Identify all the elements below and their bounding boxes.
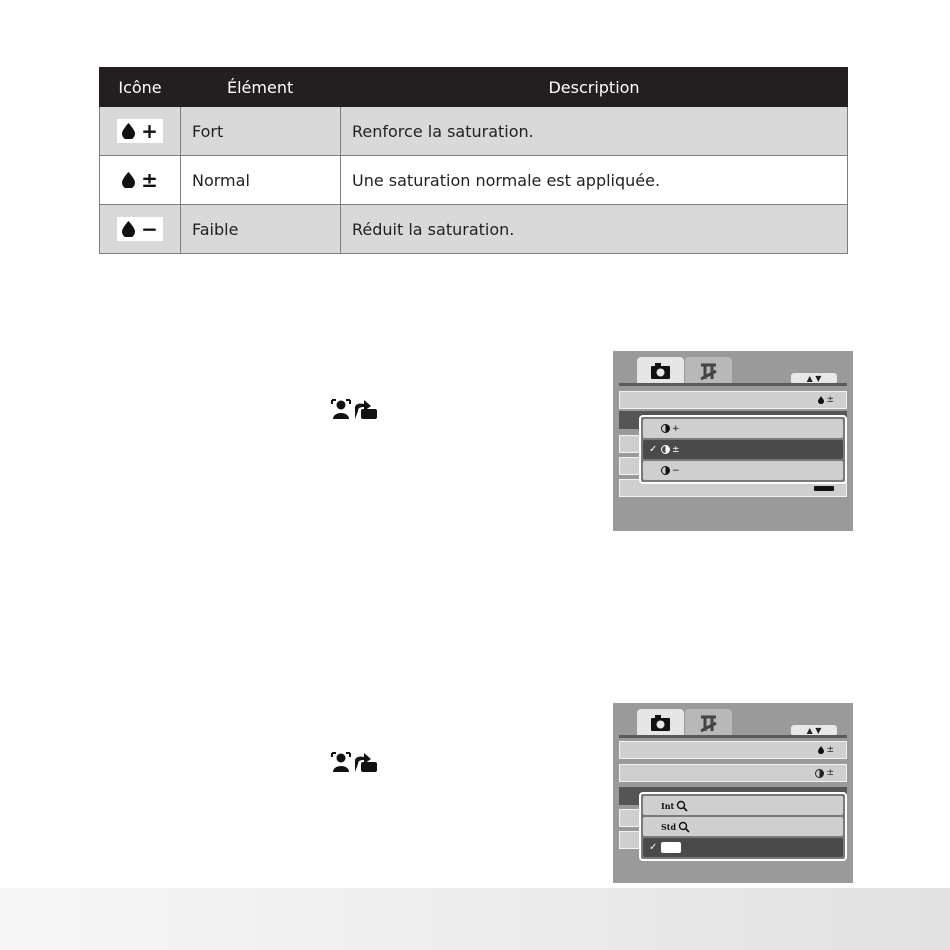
contrast-icon — [661, 445, 670, 454]
camera-mode-icon — [331, 751, 379, 773]
table-row — [100, 107, 848, 156]
saturation-value: ± — [826, 745, 834, 755]
sharpness-std-icon: Std — [661, 821, 690, 833]
sharpness-soft-icon — [661, 842, 681, 853]
nav-arrows: ▲ ▼ — [791, 373, 837, 384]
tab-camera[interactable] — [637, 709, 684, 735]
tab-setup[interactable] — [685, 709, 732, 735]
saturation-icon — [818, 746, 824, 754]
element-cell: Fort — [181, 107, 341, 156]
description-cell: Réduit la saturation. — [341, 205, 848, 254]
description-cell: Une saturation normale est appliquée. — [341, 156, 848, 205]
menu-button-icon — [814, 486, 834, 491]
contrast-options-popup — [639, 415, 847, 484]
page-footer-band — [0, 888, 950, 950]
nav-arrows: ▲ ▼ — [791, 725, 837, 736]
menu-row-contrast[interactable] — [619, 764, 847, 782]
header-icon: Icône — [100, 68, 181, 107]
sharpness-options-popup — [639, 792, 847, 861]
tab-setup[interactable] — [685, 357, 732, 383]
check-icon: ✓ — [649, 444, 658, 455]
check-icon: ✓ — [649, 842, 658, 853]
magnifier-icon — [676, 800, 688, 812]
description-cell: Renforce la saturation. — [341, 107, 848, 156]
option-sharpness-soft[interactable] — [643, 838, 843, 857]
camera-icon — [637, 709, 684, 735]
contrast-value: ± — [826, 768, 834, 778]
option-sharpness-int[interactable] — [643, 796, 843, 815]
camera-menu-screen-sharpness — [613, 703, 853, 883]
saturation-value: ± — [826, 395, 834, 405]
table-row — [100, 156, 848, 205]
saturation-normal-icon: ± — [117, 168, 163, 192]
saturation-low-icon: − — [117, 217, 163, 241]
table-header-row — [100, 68, 848, 107]
menu-row-saturation[interactable] — [619, 391, 847, 409]
option-contrast-high[interactable]: + — [643, 419, 843, 438]
camera-menu-screen-saturation — [613, 351, 853, 531]
wrench-icon — [685, 357, 732, 383]
element-cell: Normal — [181, 156, 341, 205]
tab-camera[interactable] — [637, 357, 684, 383]
wrench-icon — [685, 709, 732, 735]
contrast-icon — [661, 424, 670, 433]
option-contrast-low[interactable]: − — [643, 461, 843, 480]
camera-icon — [637, 357, 684, 383]
option-sharpness-std[interactable] — [643, 817, 843, 836]
magnifier-icon — [678, 821, 690, 833]
menu-row-saturation[interactable] — [619, 741, 847, 759]
header-element: Élément — [181, 68, 341, 107]
contrast-icon — [815, 769, 824, 778]
element-cell: Faible — [181, 205, 341, 254]
camera-mode-icon — [331, 398, 379, 420]
saturation-icon — [818, 396, 824, 404]
header-description: Description — [341, 68, 848, 107]
settings-table — [99, 67, 848, 254]
option-contrast-normal[interactable]: ✓ ± — [643, 440, 843, 459]
sharpness-int-icon: Int — [661, 800, 688, 812]
saturation-high-icon: + — [117, 119, 163, 143]
table-row — [100, 205, 848, 254]
contrast-icon — [661, 466, 670, 475]
